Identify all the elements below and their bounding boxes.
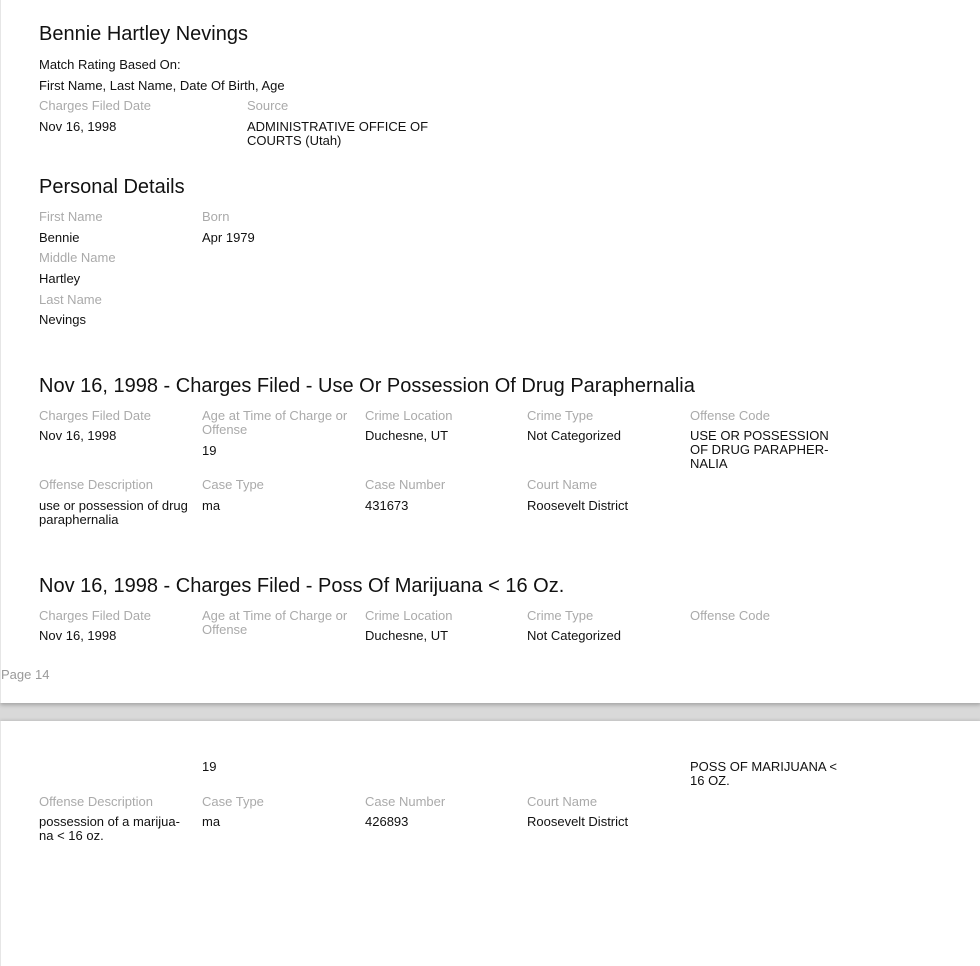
court-name-label: Court Name: [527, 794, 598, 809]
crime-location-label: Crime Location: [365, 408, 453, 423]
court-name-label: Court Name: [527, 477, 598, 492]
case-number-label: Case Number: [365, 794, 446, 809]
page-number: Page 14: [1, 667, 50, 682]
charge-heading: Nov 16, 1998 - Charges Filed - Use Or Possession Of Drug Paraphernalia: [39, 375, 695, 397]
crime-type-value: Not Categorized: [527, 628, 621, 643]
charges-filed-date-label: Charges Filed Date: [39, 608, 151, 623]
offense-code-label: Offense Code: [690, 608, 770, 623]
offense-description-label: Offense Description: [39, 477, 153, 492]
person-name-heading: Bennie Hartley Nevings: [39, 23, 248, 45]
case-type-value: ma: [202, 498, 221, 513]
crime-type-value: Not Categorized: [527, 428, 621, 443]
first-name-value: Bennie: [39, 230, 80, 245]
charges-filed-date-label: Charges Filed Date: [39, 408, 151, 423]
source-label: Source: [247, 98, 289, 113]
court-name-value: Roosevelt District: [527, 498, 629, 513]
case-number-label: Case Number: [365, 477, 446, 492]
case-number-value: 431673: [365, 498, 409, 513]
middle-name-value: Hartley: [39, 271, 81, 286]
born-label: Born: [202, 209, 230, 224]
offense-description-value: possession of a marijua- na < 16 oz.: [39, 814, 180, 843]
case-number-value: 426893: [365, 814, 409, 829]
offense-code-value: USE OR POSSESSION OF DRUG PARAPHER- NALIA: [690, 428, 829, 471]
source-value: ADMINISTRATIVE OFFICE OF COURTS (Utah): [247, 119, 429, 148]
case-type-value: ma: [202, 814, 221, 829]
crime-location-value: Duchesne, UT: [365, 428, 449, 443]
crime-type-label: Crime Type: [527, 408, 594, 423]
court-name-value: Roosevelt District: [527, 814, 629, 829]
middle-name-label: Middle Name: [39, 250, 116, 265]
age-label: Age at Time of Charge or Offense: [202, 408, 348, 437]
charges-filed-date-label: Charges Filed Date: [39, 98, 151, 113]
charges-filed-date-value: Nov 16, 1998: [39, 628, 117, 643]
age-value: 19: [202, 443, 217, 458]
crime-type-label: Crime Type: [527, 608, 594, 623]
last-name-label: Last Name: [39, 292, 102, 307]
charges-filed-date-value: Nov 16, 1998: [39, 428, 117, 443]
personal-details-heading: Personal Details: [39, 176, 185, 198]
age-value: 19: [202, 759, 217, 774]
case-type-label: Case Type: [202, 794, 264, 809]
case-type-label: Case Type: [202, 477, 264, 492]
last-name-value: Nevings: [39, 312, 86, 327]
charge-heading: Nov 16, 1998 - Charges Filed - Poss Of Marijuana < 16 Oz.: [39, 575, 565, 597]
crime-location-value: Duchesne, UT: [365, 628, 449, 643]
charges-filed-date-value: Nov 16, 1998: [39, 119, 117, 134]
match-criteria: First Name, Last Name, Date Of Birth, Age: [39, 78, 285, 93]
match-rating-label: Match Rating Based On:: [39, 57, 181, 72]
report-page-15: [0, 721, 980, 966]
born-value: Apr 1979: [202, 230, 255, 245]
offense-description-value: use or possession of drug paraphernalia: [39, 498, 188, 527]
offense-code-label: Offense Code: [690, 408, 770, 423]
age-label: Age at Time of Charge or Offense: [202, 608, 348, 637]
offense-description-label: Offense Description: [39, 794, 153, 809]
crime-location-label: Crime Location: [365, 608, 453, 623]
first-name-label: First Name: [39, 209, 103, 224]
offense-code-value: POSS OF MARIJUANA < 16 OZ.: [690, 759, 838, 788]
